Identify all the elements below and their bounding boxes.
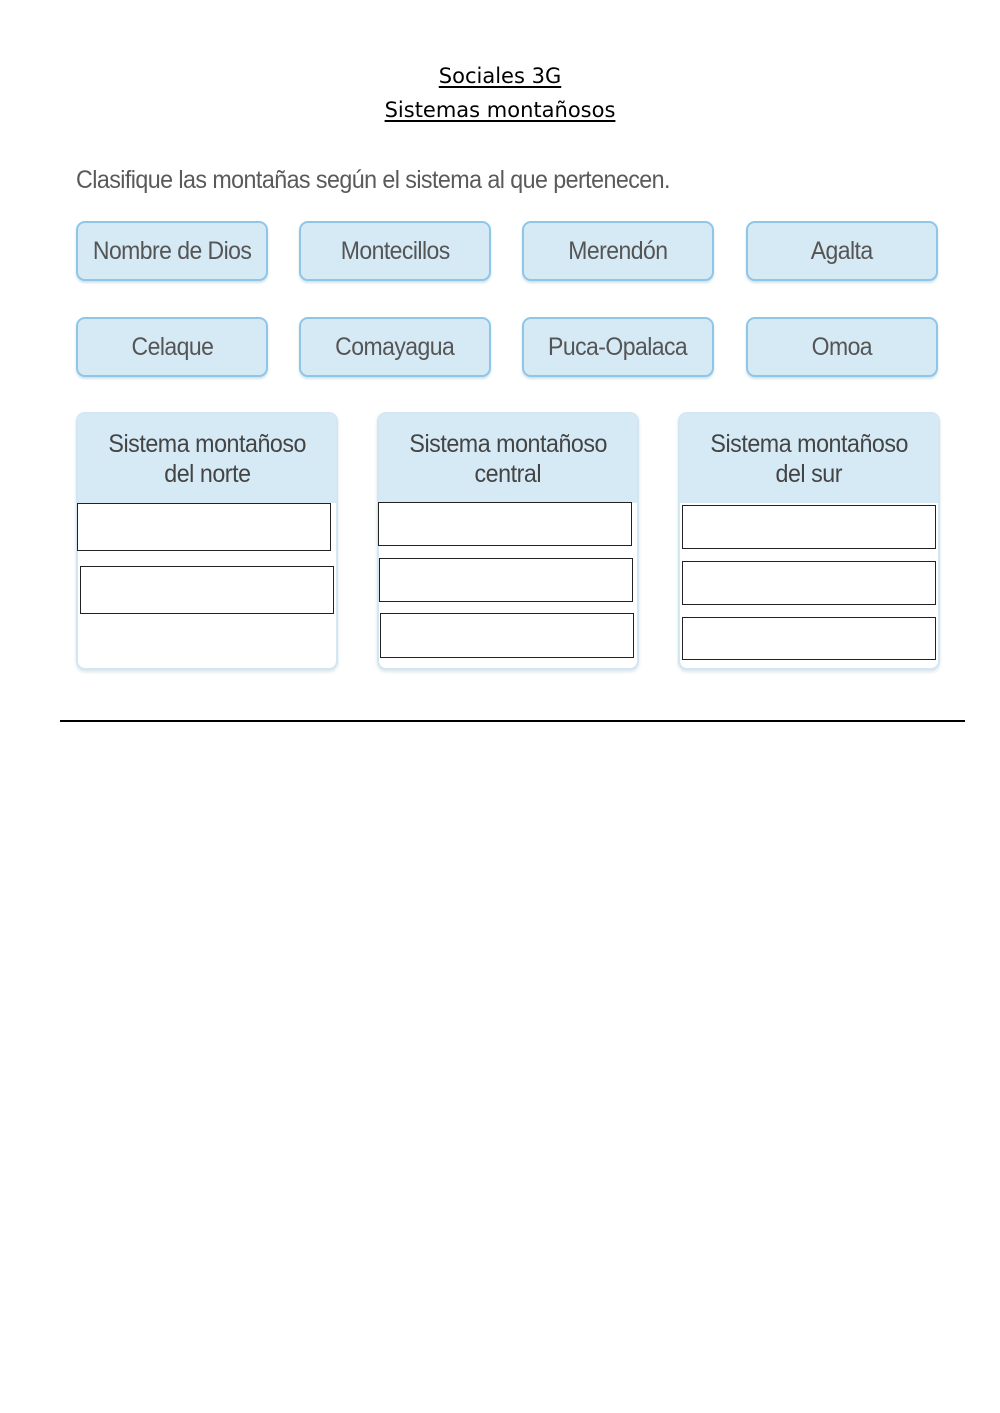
drop-slot-central-2[interactable]: [379, 558, 633, 602]
drop-slot-south-3[interactable]: [682, 617, 936, 660]
drop-slot-north-2[interactable]: [80, 566, 334, 614]
drop-slot-south-2[interactable]: [682, 561, 936, 605]
chip-label: Merendón: [568, 236, 668, 265]
mountain-chip-nombre-de-dios[interactable]: [76, 221, 268, 281]
chip-label: Celaque: [131, 332, 213, 361]
drop-slot-north-1[interactable]: [77, 503, 331, 551]
system-card-header: [680, 414, 938, 503]
chip-label: Agalta: [811, 236, 873, 265]
mountain-chip-agalta[interactable]: [746, 221, 938, 281]
mountain-chip-comayagua[interactable]: [299, 317, 491, 377]
system-card-header: [379, 414, 637, 503]
chip-label: Nombre de Dios: [92, 236, 252, 265]
system-name-line2: central: [474, 459, 542, 488]
mountain-chip-montecillos[interactable]: [299, 221, 491, 281]
system-name-line2: del sur: [775, 459, 843, 488]
system-name-line1: Sistema montañoso: [710, 429, 908, 458]
system-name-line1: Sistema montañoso: [108, 429, 306, 458]
system-name-line1: Sistema montañoso: [409, 429, 607, 458]
mountain-chip-celaque[interactable]: [76, 317, 268, 377]
worksheet-subtitle: Sistemas montañosos: [384, 98, 616, 122]
worksheet-title: Sociales 3G: [438, 64, 562, 88]
chip-label: Comayagua: [335, 332, 455, 361]
mountain-chip-omoa[interactable]: [746, 317, 938, 377]
chip-label: Puca-Opalaca: [548, 332, 688, 361]
chip-label: Montecillos: [340, 236, 450, 265]
chip-label: Omoa: [811, 332, 873, 361]
drop-slot-central-1[interactable]: [378, 502, 632, 546]
system-name-line2: del norte: [163, 459, 251, 488]
divider-line: [60, 720, 965, 722]
drop-slot-south-1[interactable]: [682, 505, 936, 549]
mountain-chip-puca-opalaca[interactable]: [522, 317, 714, 377]
system-card-header: [78, 414, 336, 503]
drop-slot-central-3[interactable]: [380, 613, 634, 658]
instruction-text: Clasifique las montañas según el sistema al que pertenecen.: [76, 166, 670, 194]
mountain-chip-merendon[interactable]: [522, 221, 714, 281]
